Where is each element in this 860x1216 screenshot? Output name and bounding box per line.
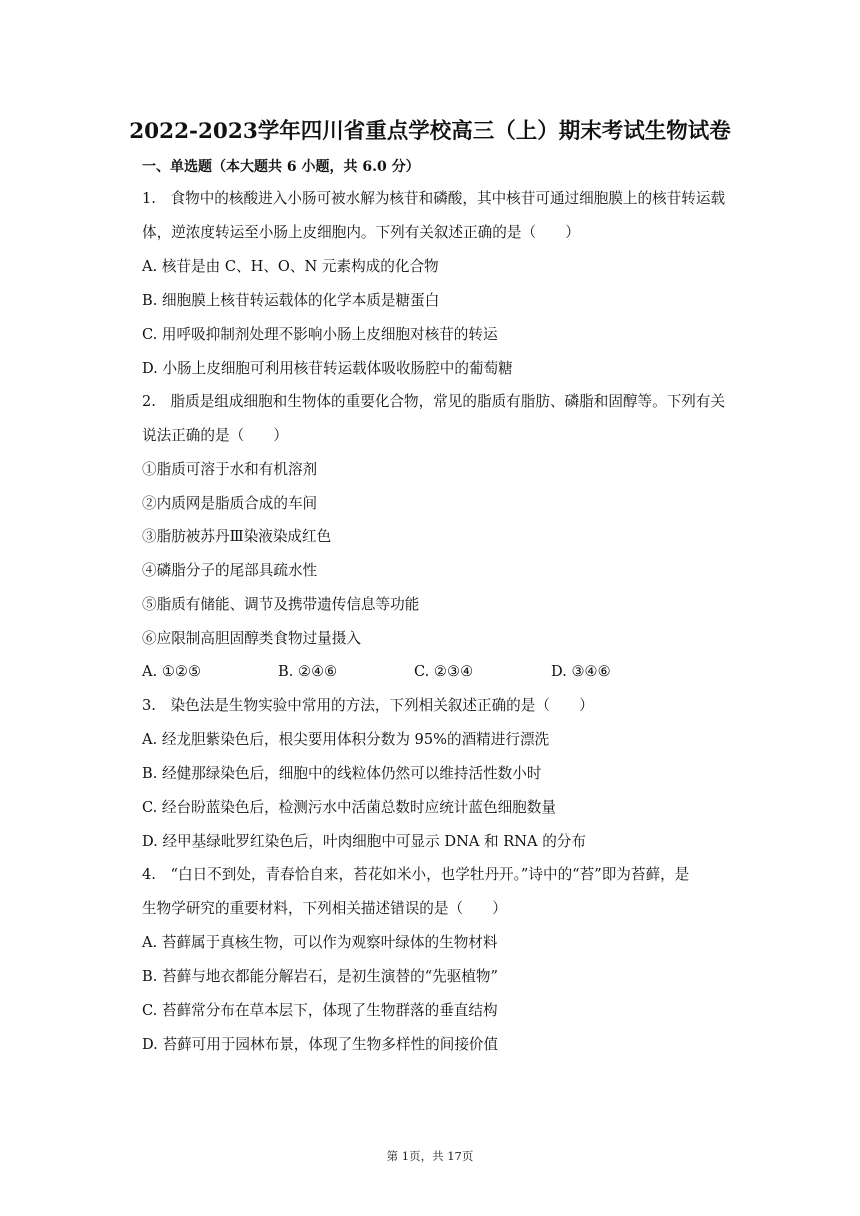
q1-option-a: A. 核苷是由 C、H、O、N 元素构成的化合物 — [142, 258, 439, 275]
q2-statement-6: ⑥应限制高胆固醇类食物过量摄入 — [142, 630, 361, 647]
q2-option-c: C. ②③④ — [414, 663, 474, 680]
q4-option-a: A. 苔藓属于真核生物，可以作为观察叶绿体的生物材料 — [142, 934, 498, 951]
q4-option-c: C. 苔藓常分布在草本层下，体现了生物群落的垂直结构 — [142, 1002, 498, 1019]
q1-option-d: D. 小肠上皮细胞可利用核苷转运载体吸收肠腔中的葡萄糖 — [142, 360, 513, 377]
q1-option-b: B. 细胞膜上核苷转运载体的化学本质是糖蛋白 — [142, 292, 440, 309]
q2-option-b: B. ②④⑥ — [278, 663, 338, 680]
q1-option-c: C. 用呼吸抑制剂处理不影响小肠上皮细胞对核苷的转运 — [142, 326, 498, 343]
q4-stem-line2: 生物学研究的重要材料，下列相关描述错误的是（ ） — [142, 900, 507, 917]
section-heading: 一、单选题（本大题共 6 小题，共 6.0 分） — [142, 159, 420, 175]
q2-statement-1: ①脂质可溶于水和有机溶剂 — [142, 461, 318, 478]
q3-stem-line1: 3. 染色法是生物实验中常用的方法，下列相关叙述正确的是（ ） — [142, 697, 594, 714]
q2-option-d: D. ③④⑥ — [551, 663, 611, 680]
q2-statement-2: ②内质网是脂质合成的车间 — [142, 495, 318, 512]
q2-options-row — [142, 662, 702, 682]
q2-statement-5: ⑤脂质有储能、调节及携带遗传信息等功能 — [142, 596, 420, 613]
q2-option-a: A. ①②⑤ — [142, 663, 202, 680]
q2-statement-4: ④磷脂分子的尾部具疏水性 — [142, 562, 318, 579]
q4-stem-line1: 4. “白日不到处，青春恰自来，苔花如米小，也学牡丹开。”诗中的“苔”即为苔藓，是 — [142, 866, 690, 883]
q2-stem-line2: 说法正确的是（ ） — [142, 427, 288, 444]
q3-option-d: D. 经甲基绿吡罗红染色后，叶肉细胞中可显示 DNA 和 RNA 的分布 — [142, 833, 586, 850]
q1-stem-line2: 体，逆浓度转运至小肠上皮细胞内。下列有关叙述正确的是（ ） — [142, 224, 580, 241]
page-footer: 第 1页，共 17页 — [386, 1149, 474, 1163]
q3-option-c: C. 经台盼蓝染色后，检测污水中活菌总数时应统计蓝色细胞数量 — [142, 799, 556, 816]
q4-option-d: D. 苔藓可用于园林布景，体现了生物多样性的间接价值 — [142, 1036, 499, 1053]
q4-option-b: B. 苔藓与地衣都能分解岩石，是初生演替的“先驱植物” — [142, 968, 498, 985]
q2-stem-line1: 2. 脂质是组成细胞和生物体的重要化合物，常见的脂质有脂肪、磷脂和固醇等。下列有关 — [142, 393, 726, 410]
q1-stem-line1: 1. 食物中的核酸进入小肠可被水解为核苷和磷酸，其中核苷可通过细胞膜上的核苷转运载 — [142, 190, 726, 207]
page-title: 2022-2023学年四川省重点学校高三（上）期末考试生物试卷 — [129, 119, 731, 144]
q3-option-a: A. 经龙胆紫染色后，根尖要用体积分数为 95%的酒精进行漂洗 — [142, 731, 550, 748]
q3-option-b: B. 经健那绿染色后，细胞中的线粒体仍然可以维持活性数小时 — [142, 765, 542, 782]
q2-statement-3: ③脂肪被苏丹Ⅲ染液染成红色 — [142, 528, 332, 545]
